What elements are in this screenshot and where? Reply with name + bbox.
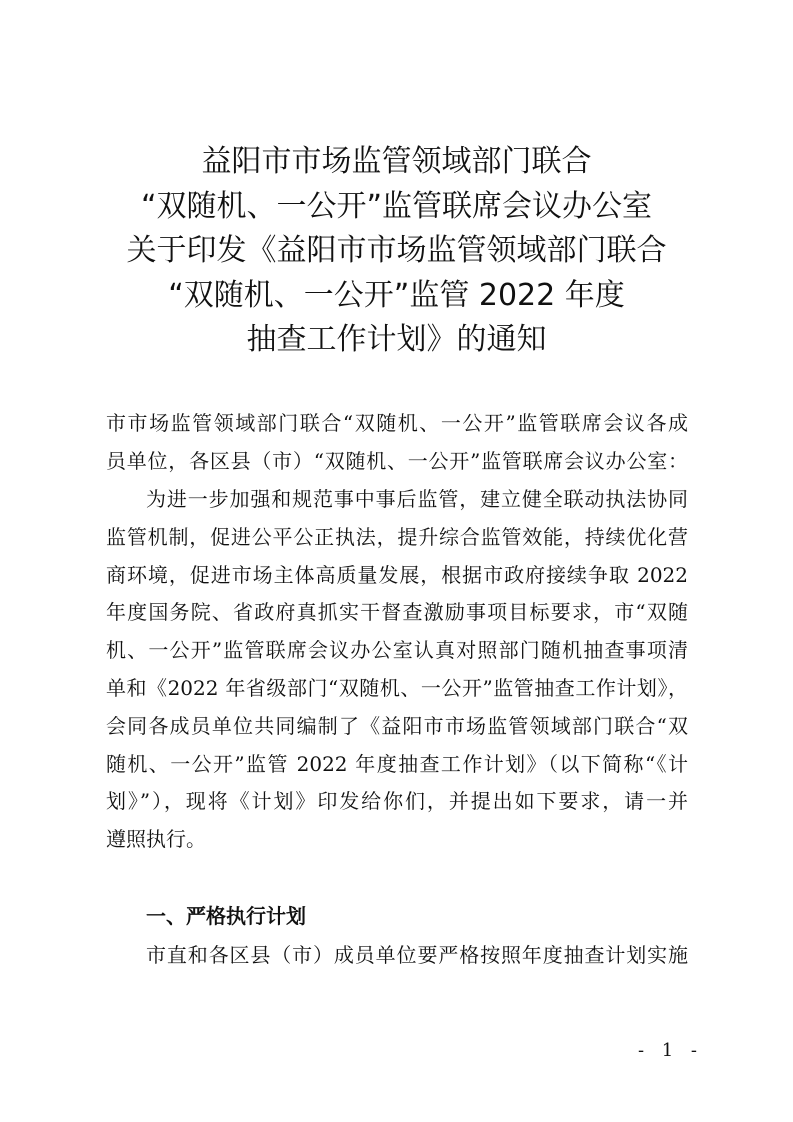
title-line: “双随机、一公开”监管 2022 年度 bbox=[168, 277, 625, 313]
paragraph-line: 划》”），现将《计划》印发给你们，并提出如下要求，请一并 bbox=[106, 789, 688, 814]
salutation bbox=[106, 405, 688, 481]
paragraph-line: 商环境，促进市场主体高质量发展，根据市政府接续争取 2022 bbox=[106, 562, 688, 587]
paragraph-line: 市直和各区县（市）成员单位要严格按照年度抽查计划实施 bbox=[146, 943, 688, 967]
paragraph-line: 单和《2022 年省级部门“双随机、一公开”监管抽查工作计划》， bbox=[106, 675, 688, 700]
title-line: 关于印发《益阳市市场监管领域部门联合 bbox=[126, 233, 667, 268]
section-heading: 一、严格执行计划 bbox=[146, 904, 306, 928]
salutation-line: 员单位，各区县（市）“双随机、一公开”监管联席会议办公室： bbox=[106, 448, 688, 473]
salutation-line: 市市场监管领域部门联合“双随机、一公开”监管联席会议各成 bbox=[106, 411, 688, 435]
paragraph-line: 会同各成员单位共同编制了《益阳市市场监管领域部门联合“双 bbox=[106, 713, 688, 738]
document-title bbox=[0, 140, 793, 363]
paragraph-line: 随机、一公开”监管 2022 年度抽查工作计划》（以下简称“《计 bbox=[106, 751, 688, 776]
paragraph-line: 为进一步加强和规范事中事后监管，建立健全联动执法协同 bbox=[146, 487, 688, 511]
paragraph-line: 机、一公开”监管联席会议办公室认真对照部门随机抽查事项清 bbox=[106, 638, 688, 663]
title-line: 抽查工作计划》的通知 bbox=[246, 322, 547, 357]
page-number: - 1 - bbox=[637, 1040, 703, 1061]
title-line: 益阳市市场监管领域部门联合 bbox=[201, 144, 592, 179]
paragraph-line: 遵照执行。 bbox=[106, 827, 206, 852]
paragraph-1 bbox=[106, 481, 688, 859]
paragraph-line: 年度国务院、省政府真抓实干督查激励事项目标要求，市“双随 bbox=[106, 600, 688, 625]
title-line: “双随机、一公开”监管联席会议办公室 bbox=[140, 188, 653, 224]
section-1-body bbox=[106, 937, 688, 975]
paragraph-line: 监管机制，促进公平公正执法，提升综合监管效能，持续优化营 bbox=[106, 524, 688, 549]
